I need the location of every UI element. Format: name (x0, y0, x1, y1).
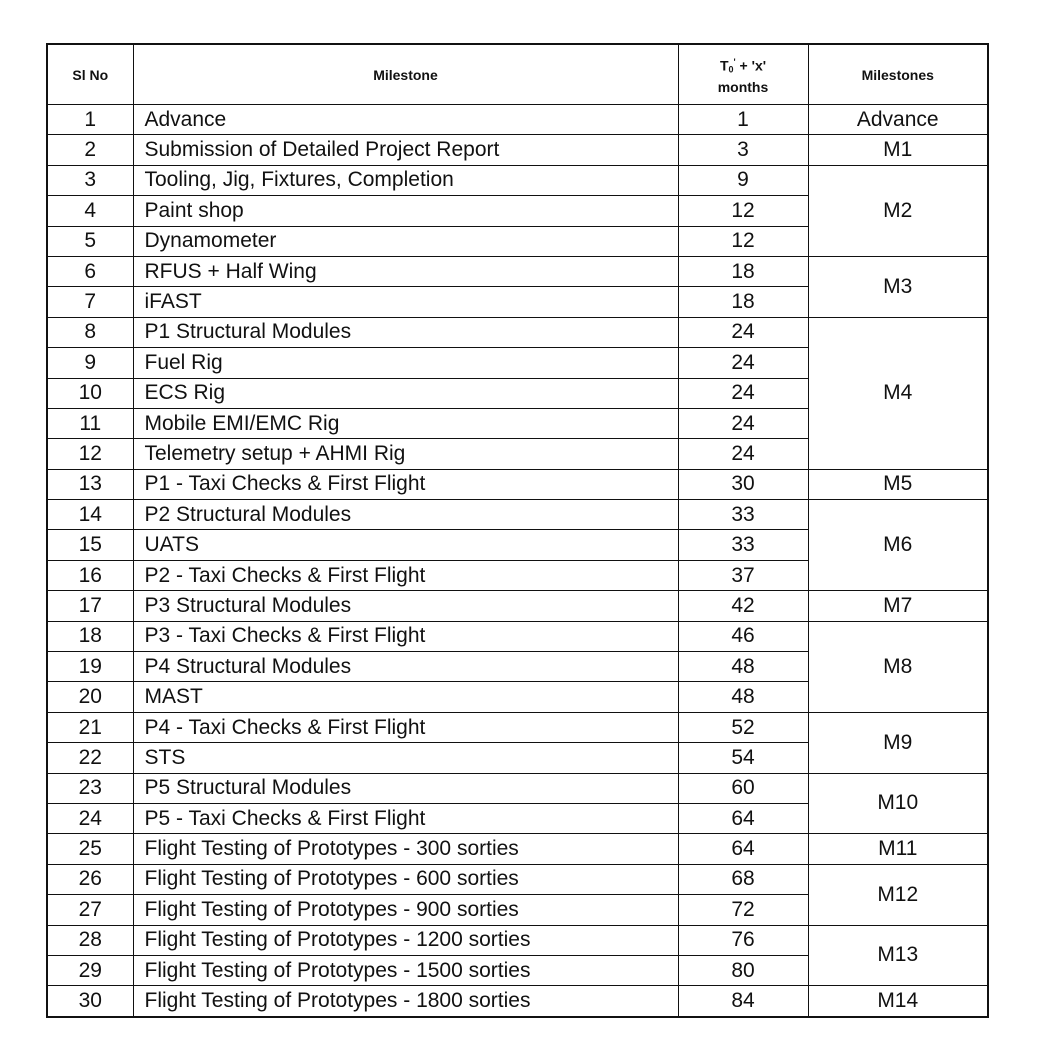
row-sl-no: 3 (47, 165, 133, 195)
row-sl-no: 30 (47, 986, 133, 1017)
row-sl-no: 1 (47, 105, 133, 135)
row-milestone-name: iFAST (133, 287, 678, 317)
table-body (47, 105, 988, 1017)
row-sl-no: 7 (47, 287, 133, 317)
row-milestone-name: P5 Structural Modules (133, 773, 678, 803)
row-milestone-code: M8 (808, 621, 988, 712)
row-months: 42 (678, 591, 808, 621)
header-months (678, 44, 808, 105)
row-months: 54 (678, 743, 808, 773)
row-months: 60 (678, 773, 808, 803)
header-months-sub: 0 (728, 64, 734, 75)
row-months: 33 (678, 500, 808, 530)
row-sl-no: 18 (47, 621, 133, 651)
row-milestone-name: RFUS + Half Wing (133, 256, 678, 286)
row-milestone-code: Advance (808, 105, 988, 135)
row-milestone-code: M2 (808, 165, 988, 256)
header-milestone: Milestone (133, 44, 678, 105)
row-milestone-name: Flight Testing of Prototypes - 1500 sorties (133, 955, 678, 985)
row-milestone-code: M14 (808, 986, 988, 1017)
header-months-t: T (719, 57, 729, 74)
row-months: 24 (678, 439, 808, 469)
row-sl-no: 10 (47, 378, 133, 408)
row-sl-no: 26 (47, 864, 133, 894)
row-months: 24 (678, 317, 808, 347)
row-months: 24 (678, 348, 808, 378)
row-sl-no: 21 (47, 712, 133, 742)
table-row (47, 317, 988, 347)
table-row (47, 105, 988, 135)
row-milestone-code: M12 (808, 864, 988, 925)
row-milestone-code: M10 (808, 773, 988, 834)
row-months: 3 (678, 135, 808, 165)
table-row (47, 256, 988, 286)
row-sl-no: 23 (47, 773, 133, 803)
row-months: 80 (678, 955, 808, 985)
row-milestone-name: Fuel Rig (133, 348, 678, 378)
table-row (47, 591, 988, 621)
row-milestone-name: ECS Rig (133, 378, 678, 408)
row-milestone-name: P3 - Taxi Checks & First Flight (133, 621, 678, 651)
row-milestone-code: M4 (808, 317, 988, 469)
row-months: 12 (678, 226, 808, 256)
row-milestone-code: M5 (808, 469, 988, 499)
row-months: 76 (678, 925, 808, 955)
row-sl-no: 5 (47, 226, 133, 256)
row-milestone-name: Flight Testing of Prototypes - 300 sorties (133, 834, 678, 864)
row-sl-no: 9 (47, 348, 133, 378)
row-sl-no: 22 (47, 743, 133, 773)
row-milestone-code: M1 (808, 135, 988, 165)
row-months: 64 (678, 803, 808, 833)
row-milestone-name: Flight Testing of Prototypes - 1200 sorties (133, 925, 678, 955)
row-months: 84 (678, 986, 808, 1017)
row-sl-no: 28 (47, 925, 133, 955)
row-milestone-name: MAST (133, 682, 678, 712)
row-sl-no: 2 (47, 135, 133, 165)
table-row (47, 165, 988, 195)
row-milestone-code: M3 (808, 256, 988, 317)
row-milestone-name: Tooling, Jig, Fixtures, Completion (133, 165, 678, 195)
row-milestone-name: Advance (133, 105, 678, 135)
row-sl-no: 25 (47, 834, 133, 864)
row-sl-no: 29 (47, 955, 133, 985)
row-milestone-name: UATS (133, 530, 678, 560)
row-milestone-code: M11 (808, 834, 988, 864)
row-months: 24 (678, 408, 808, 438)
row-sl-no: 15 (47, 530, 133, 560)
row-sl-no: 12 (47, 439, 133, 469)
row-milestone-name: Paint shop (133, 196, 678, 226)
row-sl-no: 13 (47, 469, 133, 499)
row-milestone-name: P3 Structural Modules (133, 591, 678, 621)
row-milestone-name: Mobile EMI/EMC Rig (133, 408, 678, 438)
row-milestone-name: P2 - Taxi Checks & First Flight (133, 560, 678, 590)
row-milestone-name: P5 - Taxi Checks & First Flight (133, 803, 678, 833)
row-sl-no: 8 (47, 317, 133, 347)
row-sl-no: 24 (47, 803, 133, 833)
row-milestone-name: P1 Structural Modules (133, 317, 678, 347)
row-milestone-name: P4 Structural Modules (133, 652, 678, 682)
row-milestone-name: STS (133, 743, 678, 773)
row-months: 33 (678, 530, 808, 560)
header-months-sup: ' (733, 56, 736, 67)
row-sl-no: 19 (47, 652, 133, 682)
row-months: 18 (678, 256, 808, 286)
row-milestone-name: Flight Testing of Prototypes - 1800 sorties (133, 986, 678, 1017)
table-row (47, 925, 988, 955)
row-sl-no: 17 (47, 591, 133, 621)
row-milestone-name: Flight Testing of Prototypes - 900 sorties (133, 895, 678, 925)
row-months: 64 (678, 834, 808, 864)
row-milestone-name: P4 - Taxi Checks & First Flight (133, 712, 678, 742)
row-sl-no: 6 (47, 256, 133, 286)
row-milestone-code: M13 (808, 925, 988, 986)
row-milestone-name: P1 - Taxi Checks & First Flight (133, 469, 678, 499)
header-months-rest: + 'x' (735, 57, 767, 74)
row-sl-no: 11 (47, 408, 133, 438)
row-months: 72 (678, 895, 808, 925)
row-sl-no: 16 (47, 560, 133, 590)
table-row (47, 621, 988, 651)
row-months: 46 (678, 621, 808, 651)
row-milestone-name: Flight Testing of Prototypes - 600 sorties (133, 864, 678, 894)
row-months: 1 (678, 105, 808, 135)
table-row (47, 773, 988, 803)
header-months-line2: months (717, 79, 769, 96)
row-months: 24 (678, 378, 808, 408)
header-sl-no: Sl No (47, 44, 133, 105)
table-row (47, 500, 988, 530)
row-months: 68 (678, 864, 808, 894)
header-row (47, 44, 988, 105)
table-row (47, 469, 988, 499)
row-milestone-code: M7 (808, 591, 988, 621)
row-milestone-name: Telemetry setup + AHMI Rig (133, 439, 678, 469)
row-months: 18 (678, 287, 808, 317)
row-months: 37 (678, 560, 808, 590)
table-row (47, 135, 988, 165)
header-milestones: Milestones (808, 44, 988, 105)
row-months: 48 (678, 682, 808, 712)
table-header (47, 44, 988, 105)
milestone-table (46, 43, 989, 1018)
table-row (47, 834, 988, 864)
row-months: 9 (678, 165, 808, 195)
row-months: 52 (678, 712, 808, 742)
row-sl-no: 20 (47, 682, 133, 712)
row-months: 30 (678, 469, 808, 499)
table-row (47, 986, 988, 1017)
row-milestone-name: P2 Structural Modules (133, 500, 678, 530)
row-months: 48 (678, 652, 808, 682)
row-months: 12 (678, 196, 808, 226)
row-sl-no: 4 (47, 196, 133, 226)
row-sl-no: 14 (47, 500, 133, 530)
table-row (47, 864, 988, 894)
table-row (47, 712, 988, 742)
row-sl-no: 27 (47, 895, 133, 925)
row-milestone-name: Submission of Detailed Project Report (133, 135, 678, 165)
row-milestone-code: M9 (808, 712, 988, 773)
row-milestone-name: Dynamometer (133, 226, 678, 256)
row-milestone-code: M6 (808, 500, 988, 591)
